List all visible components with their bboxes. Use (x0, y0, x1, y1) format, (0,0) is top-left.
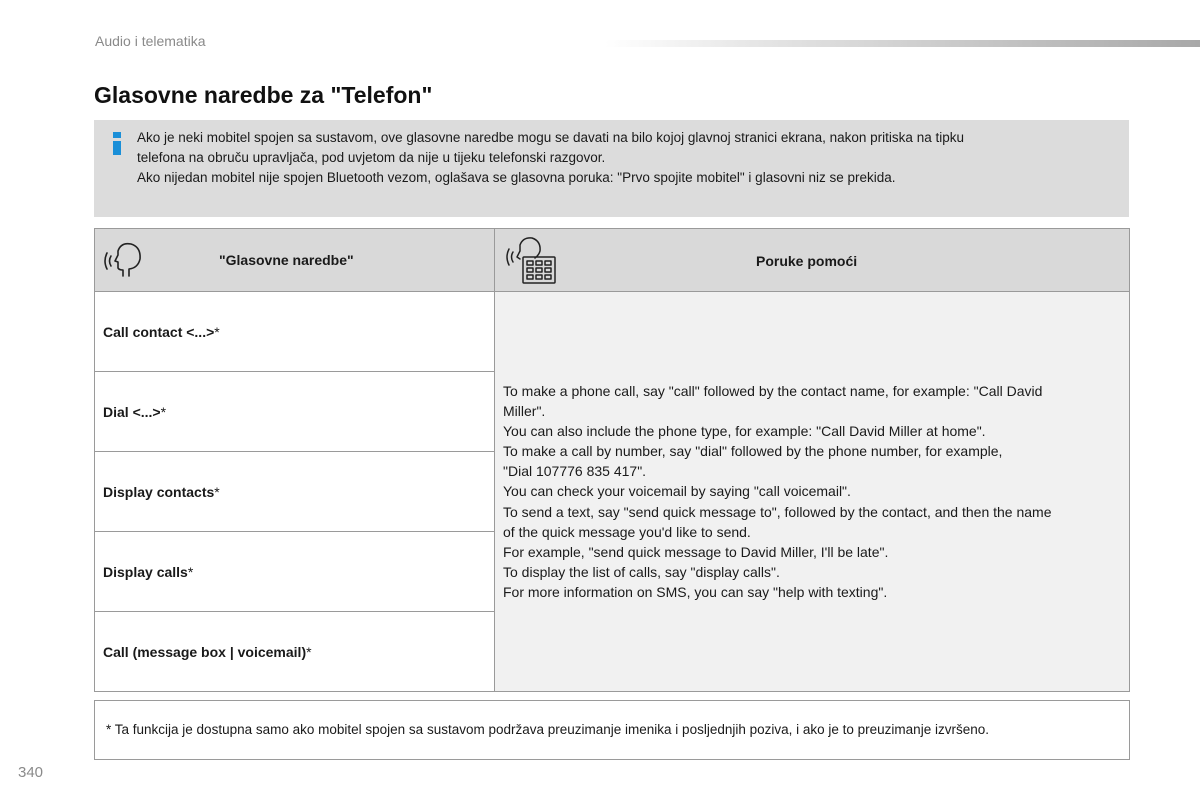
info-box (94, 120, 1129, 217)
help-messages-column (495, 292, 1129, 691)
command-row (95, 372, 494, 452)
command-row (95, 452, 494, 532)
help-line: Miller". (503, 403, 546, 420)
section-title: Audio i telematika (95, 33, 206, 49)
footnote-box (94, 700, 1130, 760)
command-name: Call contact <...> (103, 324, 215, 340)
voice-commands-table (94, 228, 1130, 692)
help-line: To make a call by number, say "dial" followed by the phone number, for example, (503, 443, 1003, 460)
help-line: You can check your voicemail by saying "call voicemail". (503, 483, 851, 500)
table-header-help (495, 229, 1129, 292)
help-line: For more information on SMS, you can say "help with texting". (503, 583, 888, 600)
table-header-commands-label: "Glasovne naredbe" (219, 252, 354, 268)
command-asterisk: * (214, 484, 220, 500)
voice-speaking-icon (103, 239, 145, 281)
command-asterisk: * (306, 644, 312, 660)
voice-keypad-icon (501, 235, 559, 287)
help-line: For example, "send quick message to David Miller, I'll be late". (503, 543, 889, 560)
help-line: To make a phone call, say "call" followed by the contact name, for example: "Call David (503, 383, 1043, 399)
page-number: 340 (18, 764, 44, 781)
help-text (503, 381, 1118, 602)
command-asterisk: * (214, 324, 220, 340)
help-line: of the quick message you'd like to send. (503, 523, 751, 540)
help-line: To send a text, say "send quick message to", followed by the contact, and then the name (503, 503, 1052, 520)
command-row (95, 532, 494, 612)
page-title: Glasovne naredbe za "Telefon" (94, 82, 433, 108)
table-header-help-label: Poruke pomoći (756, 253, 858, 269)
command-asterisk: * (187, 564, 194, 580)
command-row (95, 292, 494, 372)
table-header-commands (95, 229, 495, 292)
info-icon (112, 132, 122, 155)
header-decoration-bar (605, 40, 1200, 47)
command-name: Dial <...> (103, 404, 161, 420)
help-line: You can also include the phone type, for example: "Call David Miller at home". (503, 423, 986, 440)
info-line: telefona na obruču upravljača, pod uvjetom da nije u tijeku telefonski razgovor. (137, 150, 606, 165)
command-name: Call (message box | voicemail) (103, 644, 307, 660)
commands-column (95, 292, 495, 691)
command-asterisk: * (160, 404, 167, 420)
info-line: Ako je neki mobitel spojen sa sustavom, ove glasovne naredbe mogu se davati na bilo kojoj glavnoj stranici ekrana, nakon pritiska na tipku (137, 130, 964, 145)
command-name: Display calls (103, 564, 188, 580)
command-row (95, 612, 494, 692)
info-text (137, 128, 1117, 188)
help-line: To display the list of calls, say "display calls". (503, 563, 780, 580)
info-line: Ako nijedan mobitel nije spojen Bluetooth vezom, oglašava se glasovna poruka: "Prvo spojite mobitel" i glasovni niz se prekida. (137, 170, 896, 185)
help-line: "Dial 107776 835 417". (503, 463, 647, 480)
command-name: Display contacts (103, 484, 215, 500)
footnote-text: * Ta funkcija je dostupna samo ako mobitel spojen sa sustavom podržava preuzimanje imenika i posljednjih poziva, i ako je to preuzimanje izvršeno. (106, 722, 989, 737)
